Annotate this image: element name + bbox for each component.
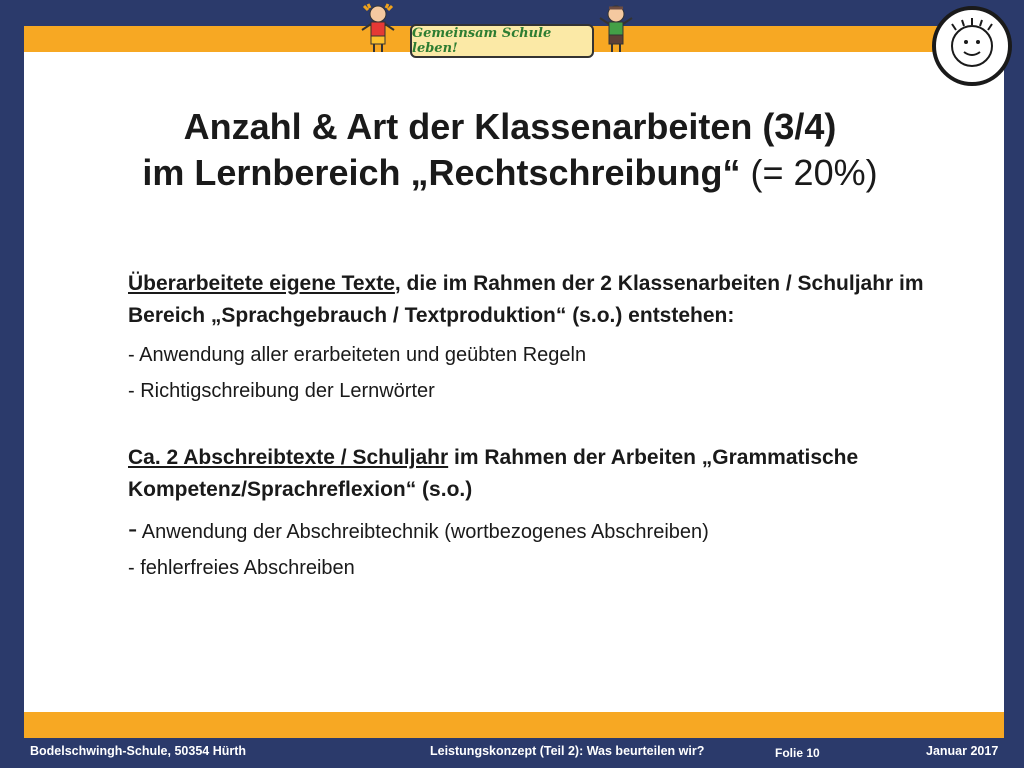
section-1-heading [128, 268, 948, 332]
slide-body [128, 268, 948, 581]
school-logo-icon [926, 4, 1018, 88]
slide-title [60, 104, 960, 196]
section-1-heading-underlined: Überarbeitete eigene Texte [128, 272, 395, 295]
footer-topic: Leistungskonzept (Teil 2): Was beurteilen wir? [430, 744, 705, 758]
section-2-heading-underlined: Ca. 2 Abschreibtexte / Schuljahr [128, 446, 449, 469]
motto-banner [410, 24, 594, 58]
bullet-dash: - [128, 513, 138, 544]
section-1-item-1: - Anwendung aller erarbeiteten und geübten Regeln [128, 344, 587, 366]
title-line-1: Anzahl & Art der Klassenarbeiten (3/4) [183, 106, 837, 147]
footer-school: Bodelschwingh-Schule, 50354 Hürth [30, 744, 247, 758]
motto-text: Gemeinsam Schule leben! [412, 26, 552, 56]
title-line-2-percent: (= 20%) [740, 152, 878, 193]
girl-figure-icon [358, 2, 398, 54]
section-2-heading-rest: im Rahmen der Arbeiten „Grammatische Kompetenz/Sprachreflexion“ (s.o.) [128, 446, 859, 501]
footer-slide-number: Folie 10 [775, 746, 820, 760]
title-line-2-main: im Lernbereich „Rechtschreibung“ [142, 152, 741, 193]
footer-date: Januar 2017 [926, 744, 999, 758]
boy-figure-icon [596, 2, 636, 54]
section-2-item-2: - fehlerfreies Abschreiben [128, 557, 355, 579]
section-2-item-1 [128, 513, 948, 545]
section-2-item-1-text: Anwendung der Abschreibtechnik (wortbezogenes Abschreiben) [137, 521, 709, 543]
section-1-heading-rest: , die im Rahmen der 2 Klassenarbeiten / Schuljahr im Bereich „Sprachgebrauch / Textproduktion“ (s.o.) entstehen: [128, 272, 924, 327]
bottom-accent-bar [24, 712, 1004, 738]
section-2-heading [128, 442, 948, 506]
title-line-2 [60, 150, 960, 196]
section-1-item-2: - Richtigschreibung der Lernwörter [128, 380, 435, 402]
